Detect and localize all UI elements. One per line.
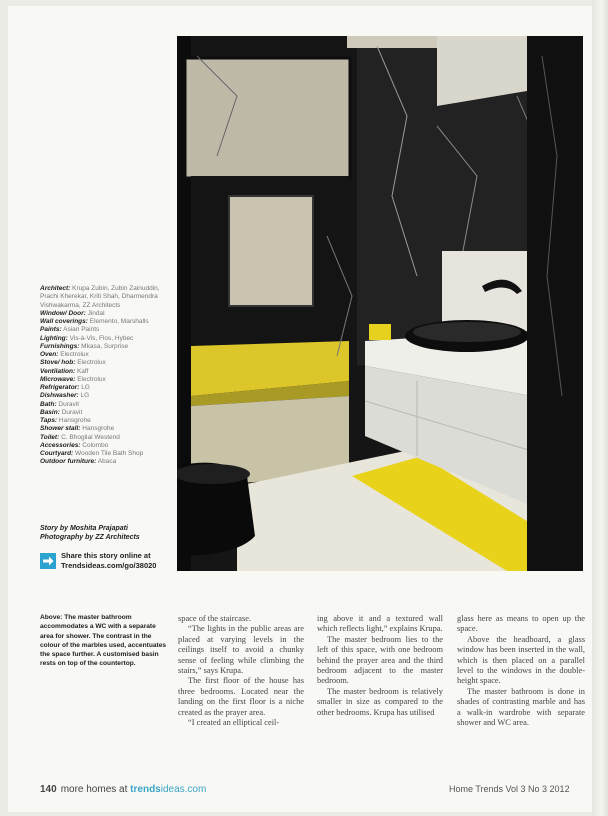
credit-value: Electrolux [60,351,89,358]
paragraph: “I created an elliptical ceil- [188,718,280,728]
credit-row [40,458,170,466]
credit-value: LG [80,392,90,400]
credits-list [40,285,170,467]
credit-value: Duravit [58,400,80,408]
credit-label: Basin: [40,408,60,416]
bathroom-photo [177,36,583,571]
credit-label: Stove/ hob: [40,359,76,367]
credit-row [40,335,170,343]
credit-row [40,318,170,326]
brand-suffix: .com [184,784,207,795]
credit-value: Elemento, Marshalls [89,318,149,325]
share-line-1: Share this story online at [61,551,151,560]
brand-strong: trends [130,784,161,795]
page-folio [40,784,206,795]
page-gutter [592,0,608,816]
credit-row [40,384,170,392]
credit-label: Microwave: [40,375,76,383]
credit-value: Electrolux [77,359,106,367]
credit-value: C. Bhogilal Westend [61,433,120,441]
credit-value: Krupa Zubin, Zubin Zainuddin, Prachi Kherekar, Kriti Shah, Dharmendra Vishwakarma, ZZ Architects [40,285,160,309]
credit-value: Hansgrohe [82,425,115,433]
paragraph: “The lights in the public areas are placed at varying levels in the ceilings itself to avoid a chunky sense of feeling while climbing the stairs,” says Krupa. [178,624,304,676]
credit-label: Wall coverings: [40,318,88,325]
credit-value: Wooden Tile Bath Shop [75,450,144,457]
credit-label: Shower stall: [40,425,81,433]
credit-row [40,326,170,334]
credit-row [40,450,170,458]
story-credits [40,524,174,542]
credit-label: Lighting: [40,334,68,342]
credit-label: Oven: [40,351,59,358]
credit-row [40,376,170,384]
paragraph: Above the headboard, a glass window has been inserted in the wall, which is then placed on a parallel level to the windows in the double-height space. [457,634,585,686]
caption-text: The master bathroom accommodates a WC with a separate area for shower. The contrast in the colour of the marbles used, accentuates the space further. A customised basin rests on top of the countertop. [40,614,167,668]
credit-label: Taps: [40,417,58,424]
paragraph: ing above it and a textured wall which reflects light,” explains Krupa. [317,614,443,634]
body-column-2 [317,614,443,718]
arrow-right-icon [40,553,56,569]
credit-row [40,425,170,433]
share-text [61,551,156,571]
credit-value: Hansgrohe [58,417,91,424]
brand-rest: ideas [160,784,185,795]
page-number: 140 [40,784,57,795]
story-by: Story by Moshita Prajapati [40,525,128,532]
credit-row [40,392,170,400]
credit-label: Dishwasher: [40,392,79,400]
credit-label: Window/ Door: [40,309,86,317]
share-link[interactable]: Trendsideas.com/go/38020 [61,561,157,570]
credit-label: Courtyard: [40,450,74,457]
credit-row [40,434,170,442]
credit-value: Electrolux [77,375,106,383]
bathroom-illustration [177,36,583,571]
credit-label: Paints: [40,326,62,334]
body-column-3 [457,614,585,728]
paragraph: The master bathroom is done in shades of contrasting marble and has a walk-in wardrobe with separate shower and WC area. [457,686,585,728]
credit-row [40,401,170,409]
magazine-page [8,6,592,812]
credit-row [40,442,170,450]
credit-row [40,368,170,376]
credit-value: Asian Paints [63,326,100,334]
more-homes-text: more homes at [60,784,131,795]
credit-label: Toilet: [40,433,60,441]
credit-row [40,351,170,359]
paragraph: The master bedroom is relatively smaller in size as compared to the other bedrooms. Krupa has utilised [317,686,443,717]
paragraph: The first floor of the house has three bedrooms. Located near the landing on the first floor is a niche created as the prayer area. [178,676,304,717]
body-column-1 [178,614,304,728]
credit-value: Kaff [76,367,89,375]
credit-label: Refrigerator: [40,384,80,391]
credit-value: LG [81,384,90,391]
caption-lead: Above: [40,614,63,621]
credit-row [40,285,170,310]
credit-row [40,359,170,367]
credit-label: Ventilation: [40,367,76,375]
credit-label: Architect: [40,285,71,292]
issue-info: Home Trends Vol 3 No 3 2012 [449,784,570,794]
credit-value: Jindal [87,309,105,317]
credit-row [40,409,170,417]
credit-label: Accessories: [40,441,81,449]
photo-caption [40,613,170,669]
credit-row [40,417,170,425]
brand-link[interactable] [130,784,206,795]
share-block[interactable] [40,551,174,575]
credit-label: Furnishings: [40,342,80,350]
credit-row [40,343,170,351]
credit-value: Mkasa, Surprise [81,342,129,350]
credit-value: Duravit [61,408,83,416]
credit-row [40,310,170,318]
credit-value: Vis-à-Vis, Flos, Hybec [69,334,134,342]
paragraph: The master bedroom lies to the left of this space, with one bedroom behind the prayer area and the third bedroom adjacent to the master bedroom. [317,634,443,686]
photo-by: Photography by ZZ Architects [40,534,140,541]
credit-value: Colombo [82,441,109,449]
credit-label: Bath: [40,400,57,408]
paragraph: glass here as means to open up the space. [457,614,585,634]
credit-value: Abaca [97,458,117,466]
credit-label: Outdoor furniture: [40,458,97,466]
paragraph: space of the staircase. [178,614,252,623]
